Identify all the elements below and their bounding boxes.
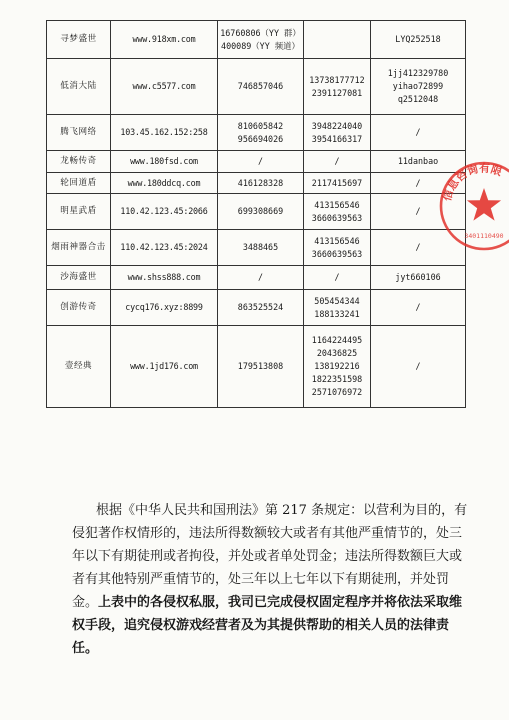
qq-cell-line: 400089（YY 频道） xyxy=(221,40,300,51)
qq-cell-line: 179513808 xyxy=(237,361,284,371)
phone-cell-line: 138192216 xyxy=(314,361,360,371)
qq-cell xyxy=(218,230,304,266)
table-row xyxy=(47,326,466,408)
phone-cell xyxy=(304,326,371,408)
svg-text:信息咨询有限 xyxy=(439,161,504,203)
phone-cell xyxy=(304,290,371,326)
website-cell: www.180ddcq.com xyxy=(111,173,218,194)
other-contact-cell xyxy=(371,290,466,326)
other-contact-cell-line: / xyxy=(415,361,421,371)
phone-cell xyxy=(304,230,371,266)
phone-cell-line: 413156546 xyxy=(314,199,360,210)
other-contact-cell-line: / xyxy=(415,127,421,137)
legal-text-bold: 上表中的各侵权私服，我司已完成侵权固定程序并将依法采取维权手段，追究侵权游戏经营者及为其提供帮助的相关人员的法律责任。 xyxy=(72,595,463,656)
website-cell: www.shss888.com xyxy=(111,266,218,290)
phone-cell xyxy=(304,115,371,151)
table-row xyxy=(47,266,466,290)
website-cell: cycq176.xyz:8899 xyxy=(111,290,218,326)
qq-cell-line: 956694026 xyxy=(237,133,284,144)
qq-cell-line: 810605842 xyxy=(237,120,284,131)
phone-cell-line: 3948224040 xyxy=(311,120,363,131)
other-contact-cell xyxy=(371,266,466,290)
phone-cell-line: / xyxy=(334,272,340,282)
phone-cell-line: 13738177712 xyxy=(309,74,365,85)
qq-cell xyxy=(218,326,304,408)
other-contact-cell-line: / xyxy=(415,242,421,252)
qq-cell xyxy=(218,151,304,173)
phone-cell-line: / xyxy=(334,156,340,166)
qq-cell xyxy=(218,59,304,115)
table-row xyxy=(47,59,466,115)
server-name-cell: 寻梦盛世 xyxy=(47,21,111,59)
qq-cell-line: 416128328 xyxy=(237,177,284,188)
website-cell: 110.42.123.45:2066 xyxy=(111,194,218,230)
legal-paragraph xyxy=(72,499,472,660)
phone-cell-line: 3954166317 xyxy=(311,133,363,144)
server-name-cell: 龙畅传奇 xyxy=(47,151,111,173)
server-name-cell: 明星武盾 xyxy=(47,194,111,230)
other-contact-cell-line: / xyxy=(415,206,421,216)
qq-cell-line: / xyxy=(257,272,264,282)
other-contact-cell xyxy=(371,326,466,408)
company-seal-stamp xyxy=(436,158,509,254)
phone-cell xyxy=(304,173,371,194)
qq-cell-line: 699308669 xyxy=(237,206,284,216)
phone-cell xyxy=(304,266,371,290)
phone-cell-line: 20436825 xyxy=(316,348,358,358)
qq-cell-line: 3488465 xyxy=(242,242,279,252)
qq-cell-line: / xyxy=(257,156,264,166)
website-cell: 110.42.123.45:2024 xyxy=(111,230,218,266)
website-cell: www.918xm.com xyxy=(111,21,218,59)
phone-cell-line: 2117415697 xyxy=(311,177,363,188)
table-row xyxy=(47,230,466,266)
other-contact-cell xyxy=(371,59,466,115)
server-name-cell: 沙海盛世 xyxy=(47,266,111,290)
phone-cell xyxy=(304,194,371,230)
phone-cell-line: 413156546 xyxy=(314,235,360,246)
website-cell: www.180fsd.com xyxy=(111,151,218,173)
server-name-cell: 创游传奇 xyxy=(47,290,111,326)
phone-cell xyxy=(304,21,371,59)
other-contact-cell-line: 1jj412329780 xyxy=(387,68,449,78)
other-contact-cell-line: yihao72899 xyxy=(392,81,444,91)
table-row xyxy=(47,194,466,230)
qq-cell xyxy=(218,290,304,326)
qq-cell xyxy=(218,115,304,151)
phone-cell xyxy=(304,151,371,173)
table-row xyxy=(47,173,466,194)
phone-cell-line: 2391127081 xyxy=(311,87,363,98)
other-contact-cell xyxy=(371,21,466,59)
phone-cell-line: 3660639563 xyxy=(311,248,363,259)
infringement-table xyxy=(46,20,466,408)
server-name-cell: 腾飞网络 xyxy=(47,115,111,151)
phone-cell xyxy=(304,59,371,115)
phone-cell-line: 1164224495 xyxy=(311,335,363,345)
phone-cell-line: 188133241 xyxy=(314,308,360,319)
server-name-cell: 烟雨神器合击 xyxy=(47,230,111,266)
website-cell: www.c5577.com xyxy=(111,59,218,115)
phone-cell-line: 3660639563 xyxy=(311,212,363,223)
qq-cell xyxy=(218,173,304,194)
server-name-cell: 轮回道盾 xyxy=(47,173,111,194)
other-contact-cell-line: 11danbao xyxy=(397,156,439,166)
table-row xyxy=(47,21,466,59)
table-row xyxy=(47,290,466,326)
table-row xyxy=(47,151,466,173)
other-contact-cell-line: q2512048 xyxy=(397,94,439,104)
other-contact-cell xyxy=(371,115,466,151)
other-contact-cell-line: / xyxy=(415,302,421,312)
other-contact-cell-line: / xyxy=(415,177,421,188)
table-row xyxy=(47,115,466,151)
phone-cell-line: 1822351598 xyxy=(311,374,363,384)
other-contact-cell-line: jyt660106 xyxy=(395,272,441,282)
qq-cell xyxy=(218,194,304,230)
seal-number: 3401110490 xyxy=(464,232,504,240)
qq-cell-line: 863525524 xyxy=(237,302,284,312)
phone-cell-line: 505454344 xyxy=(314,295,360,306)
qq-cell-line: 16760806（YY 群） xyxy=(220,27,301,38)
other-contact-cell-line: LYQ252518 xyxy=(395,34,441,44)
seal-text: 信息咨询有限 xyxy=(440,161,504,203)
server-name-cell: 低消大陆 xyxy=(47,59,111,115)
qq-cell-line: 746857046 xyxy=(237,81,284,91)
server-name-cell: 壹经典 xyxy=(47,326,111,408)
seal-star-icon xyxy=(467,188,501,221)
website-cell: 103.45.162.152:258 xyxy=(111,115,218,151)
legal-text: 根据《中华人民共和国刑法》第 217 条规定：以营利为目的，有侵犯著作权情形的，违法所得数额较大或者有其他严重情节的，处三年以下有期徒刑或者拘役，并处或者单处罚金；违法所得数额巨大或者有其他特别严重情节的，处三年以上七年以下有期徒刑，并处罚金。 xyxy=(72,503,468,610)
qq-cell xyxy=(218,21,304,59)
phone-cell-line: 2571076972 xyxy=(311,387,363,397)
website-cell: www.1jd176.com xyxy=(111,326,218,408)
qq-cell xyxy=(218,266,304,290)
